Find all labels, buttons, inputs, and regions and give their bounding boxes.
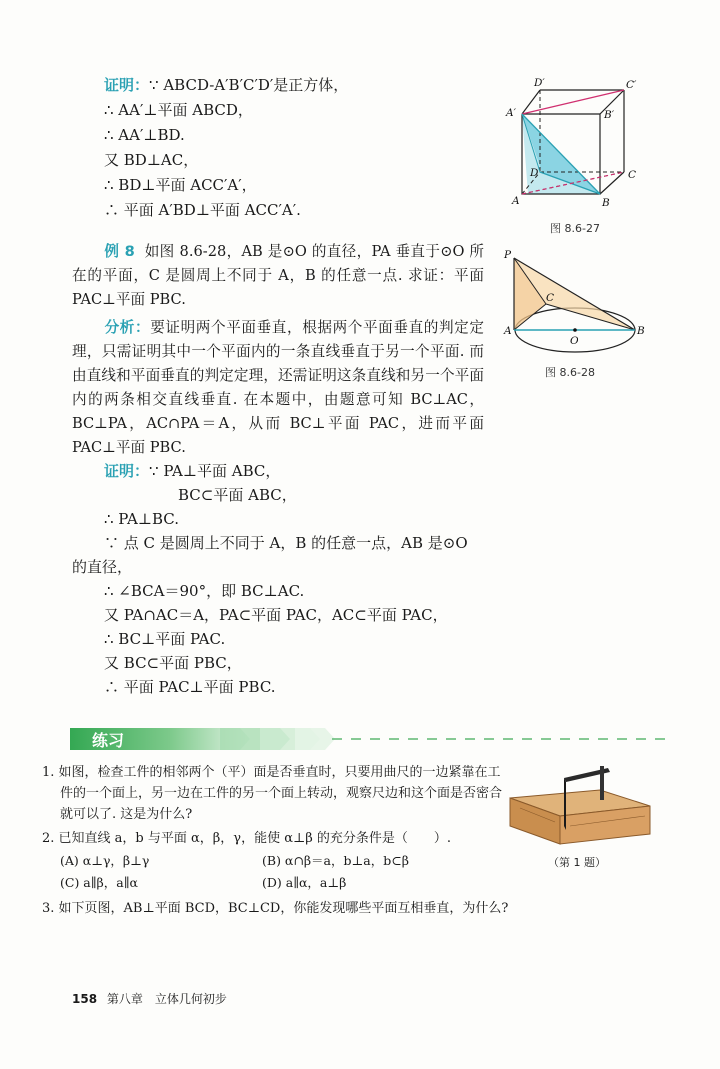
proof1-line-1	[104, 74, 348, 96]
chapter-title: 第八章 立体几何初步	[106, 992, 227, 1006]
proof2-line-9: 又 BC⊂平面 PBC，	[104, 654, 242, 672]
circle-figure	[500, 248, 650, 358]
q2-option-d: (D) a∥α，a⊥β	[262, 875, 347, 890]
proof2-line-3: ∴ PA⊥BC.	[104, 510, 179, 528]
page-footer	[72, 990, 227, 1007]
proof1-line-2: ∴ AA′⊥平面 ABCD，	[104, 101, 253, 119]
figure2-caption: 图 8.6-28	[545, 366, 595, 379]
exercise-q2: 2. 已知直线 a，b 与平面 α，β，γ，能使 α⊥β 的充分条件是（ ）.	[42, 831, 451, 846]
proof2-line-8: ∴ BC⊥平面 PAC.	[104, 630, 226, 648]
q2-option-b: (B) α∩β＝a，b⊥a，b⊂β	[262, 853, 409, 868]
proof2-line-4: ∵ 点 C 是圆周上不同于 A，B 的任意一点，AB 是⊙O	[104, 534, 468, 552]
label-a: A	[512, 195, 520, 207]
exercise-q3: 3. 如下页图，AB⊥平面 BCD，BC⊥CD，你能发现哪些平面互相垂直，为什么?	[42, 901, 509, 916]
page-number: 158	[72, 992, 98, 1006]
proof2-line-2: BC⊂平面 ABC，	[178, 486, 297, 504]
q2-option-a: (A) α⊥γ，β⊥γ	[60, 853, 150, 868]
exercise-title: 练习	[92, 731, 125, 750]
label-a2: A	[504, 325, 512, 337]
example8-paragraph	[72, 240, 484, 312]
label-d-prime: D′	[534, 77, 545, 89]
analysis-text: 要证明两个平面垂直，根据两个平面垂直的判定定理，只需证明其中一个平面内的一条直线垂直于另一个平面. 而由直线和平面垂直的判定定理，还需证明这条直线和另一个平面内的两条相交直线垂直. 在本题中，由题意可知 BC⊥AC，BC⊥PA，AC∩PA＝A，从而 BC⊥平面 PAC，进而平面 PAC⊥平面 PBC.	[72, 319, 484, 456]
q1-caption: （第 1 题）	[548, 856, 606, 869]
example8-text: 如图 8.6-28，AB 是⊙O 的直径，PA 垂直于⊙O 所在的平面，C 是圆周上不同于 A，B 的任意一点. 求证：平面 PAC⊥平面 PBC.	[72, 243, 484, 308]
label-d: D	[530, 167, 539, 179]
label-c2: C	[546, 292, 555, 304]
label-c-prime: C′	[626, 79, 637, 91]
cube-figure	[500, 76, 660, 216]
label-p: P	[504, 249, 512, 261]
label-c: C	[628, 169, 637, 181]
exercise-q1: 1. 如图，检查工件的相邻两个（平）面是否垂直时，只要用曲尺的一边紧靠在工件的一个面上，另一边在工件的另一个面上转动，观察尺边和这个面是否密合就可以了. 这是为什么?	[42, 765, 503, 822]
example8-label: 例 8	[104, 243, 135, 260]
proof1-line-4: 又 BD⊥AC，	[104, 151, 199, 169]
label-b2: B	[637, 325, 645, 337]
exercise-banner	[70, 726, 670, 752]
label-b: B	[602, 197, 610, 209]
analysis-paragraph	[72, 316, 484, 460]
label-o: O	[570, 335, 579, 347]
proof1-line-6: ∴ 平面 A′BD⊥平面 ACC′A′.	[104, 201, 301, 219]
proof2-line-1: 证明：∵ PA⊥平面 ABC，	[104, 462, 281, 480]
square-ruler-blade	[564, 778, 566, 830]
workpiece-illustration	[500, 760, 660, 850]
proof2-label: 证明：	[104, 462, 150, 480]
proof2-line-7: 又 PA∩AC＝A，PA⊂平面 PAC，AC⊂平面 PAC，	[104, 606, 448, 624]
proof1-line-5: ∴ BD⊥平面 ACC′A′，	[104, 176, 257, 194]
proof2-line-10: ∴ 平面 PAC⊥平面 PBC.	[104, 678, 276, 696]
label-b-prime: B′	[604, 109, 615, 121]
analysis-label: 分析：	[104, 319, 151, 336]
proof2-line-6: ∴ ∠BCA＝90°，即 BC⊥AC.	[104, 582, 305, 600]
proof1-line-3: ∴ AA′⊥BD.	[104, 126, 185, 144]
figure1-caption: 图 8.6-27	[550, 222, 600, 235]
q2-option-c: (C) a∥β，a∥α	[60, 875, 138, 890]
proof1-text-1: ∵ ABCD-A′B′C′D′是正方体，	[149, 76, 349, 94]
proof1-label: 证明：	[104, 76, 150, 94]
proof2-line-5: 的直径，	[72, 558, 133, 576]
label-a-prime: A′	[506, 107, 516, 119]
